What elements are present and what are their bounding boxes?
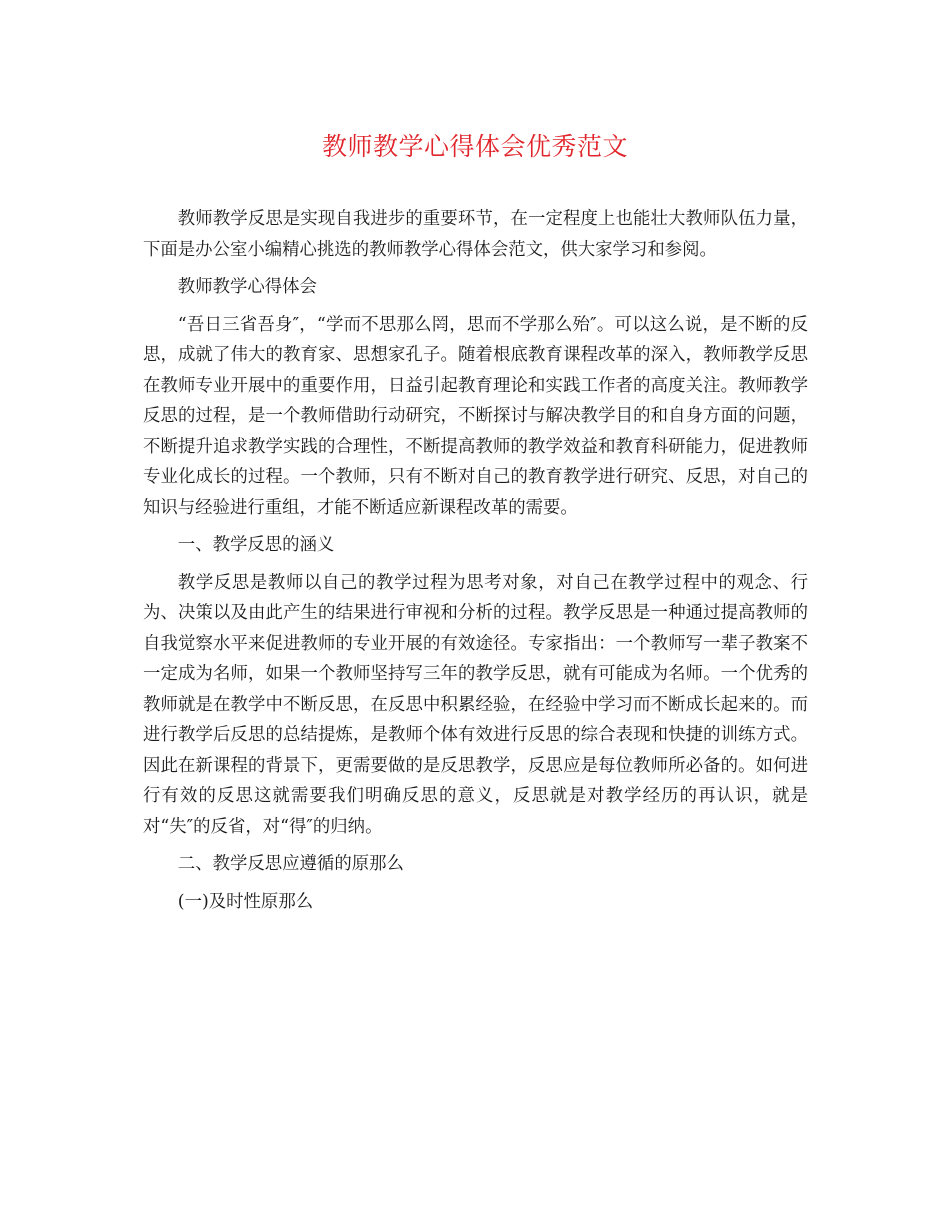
section-heading: 二、教学反思应遵循的原那么 [177, 854, 404, 874]
subsection-heading: (一)及时性原那么 [177, 891, 314, 912]
paragraph-intro: 教师教学反思是实现自我进步的重要环节，在一定程度上也能壮大教师队伍力量，下面是办公室小编精心挑选的教师教学心得体会范文，供大家学习和参阅。 [143, 209, 808, 260]
paragraph-definition: 教学反思是教师以自己的教学过程为思考对象，对自己在教学过程中的观念、行为、决策以及由此产生的结果进行审视和分析的过程。教学反思是一种通过提高教师的自我觉察水平来促进教师的专业开展的有效途径。专家指出：一个教师写一辈子教案不一定成为名师，如果一个教师坚持写三年的教学反思，就有可能成为名师。一个优秀的教师就是在教学中不断反思，在反思中积累经验，在经验中学习而不断成长起来的。而进行教学后反思的总结提炼，是教师个体有效进行反思的综合表现和快捷的训练方式。因此在新课程的背景下，更需要做的是反思教学，反思应是每位教师所必备的。如何进行有效的反思这就需要我们明确反思的意义，反思就是对教学经历的再认识，就是对“失″的反省，对“得″的归纳。 [143, 572, 808, 837]
document-body [143, 204, 808, 924]
paragraph-reflection: “吾日三省吾身″，“学而不思那么罔，思而不学那么殆″。可以这么说，是不断的反思，成就了伟大的教育家、思想家孔子。随着根底教育课程改革的深入，教师教学反思在教师专业开展中的重要作用，日益引起教育理论和实践工作者的高度关注。教师教学反思的过程，是一个教师借助行动研究，不断探讨与解决教学目的和自身方面的问题，不断提升追求教学实践的合理性，不断提高教师的教学效益和教育科研能力，促进教师专业化成长的过程。一个教师，只有不断对自己的教育教学进行研究、反思，对自己的知识与经验进行重组，才能不断适应新课程改革的需要。 [143, 314, 808, 518]
section-heading: 教师教学心得体会 [177, 277, 317, 297]
document-title: 教师教学心得体会优秀范文 [321, 132, 628, 161]
section-heading: 一、教学反思的涵义 [177, 535, 335, 555]
